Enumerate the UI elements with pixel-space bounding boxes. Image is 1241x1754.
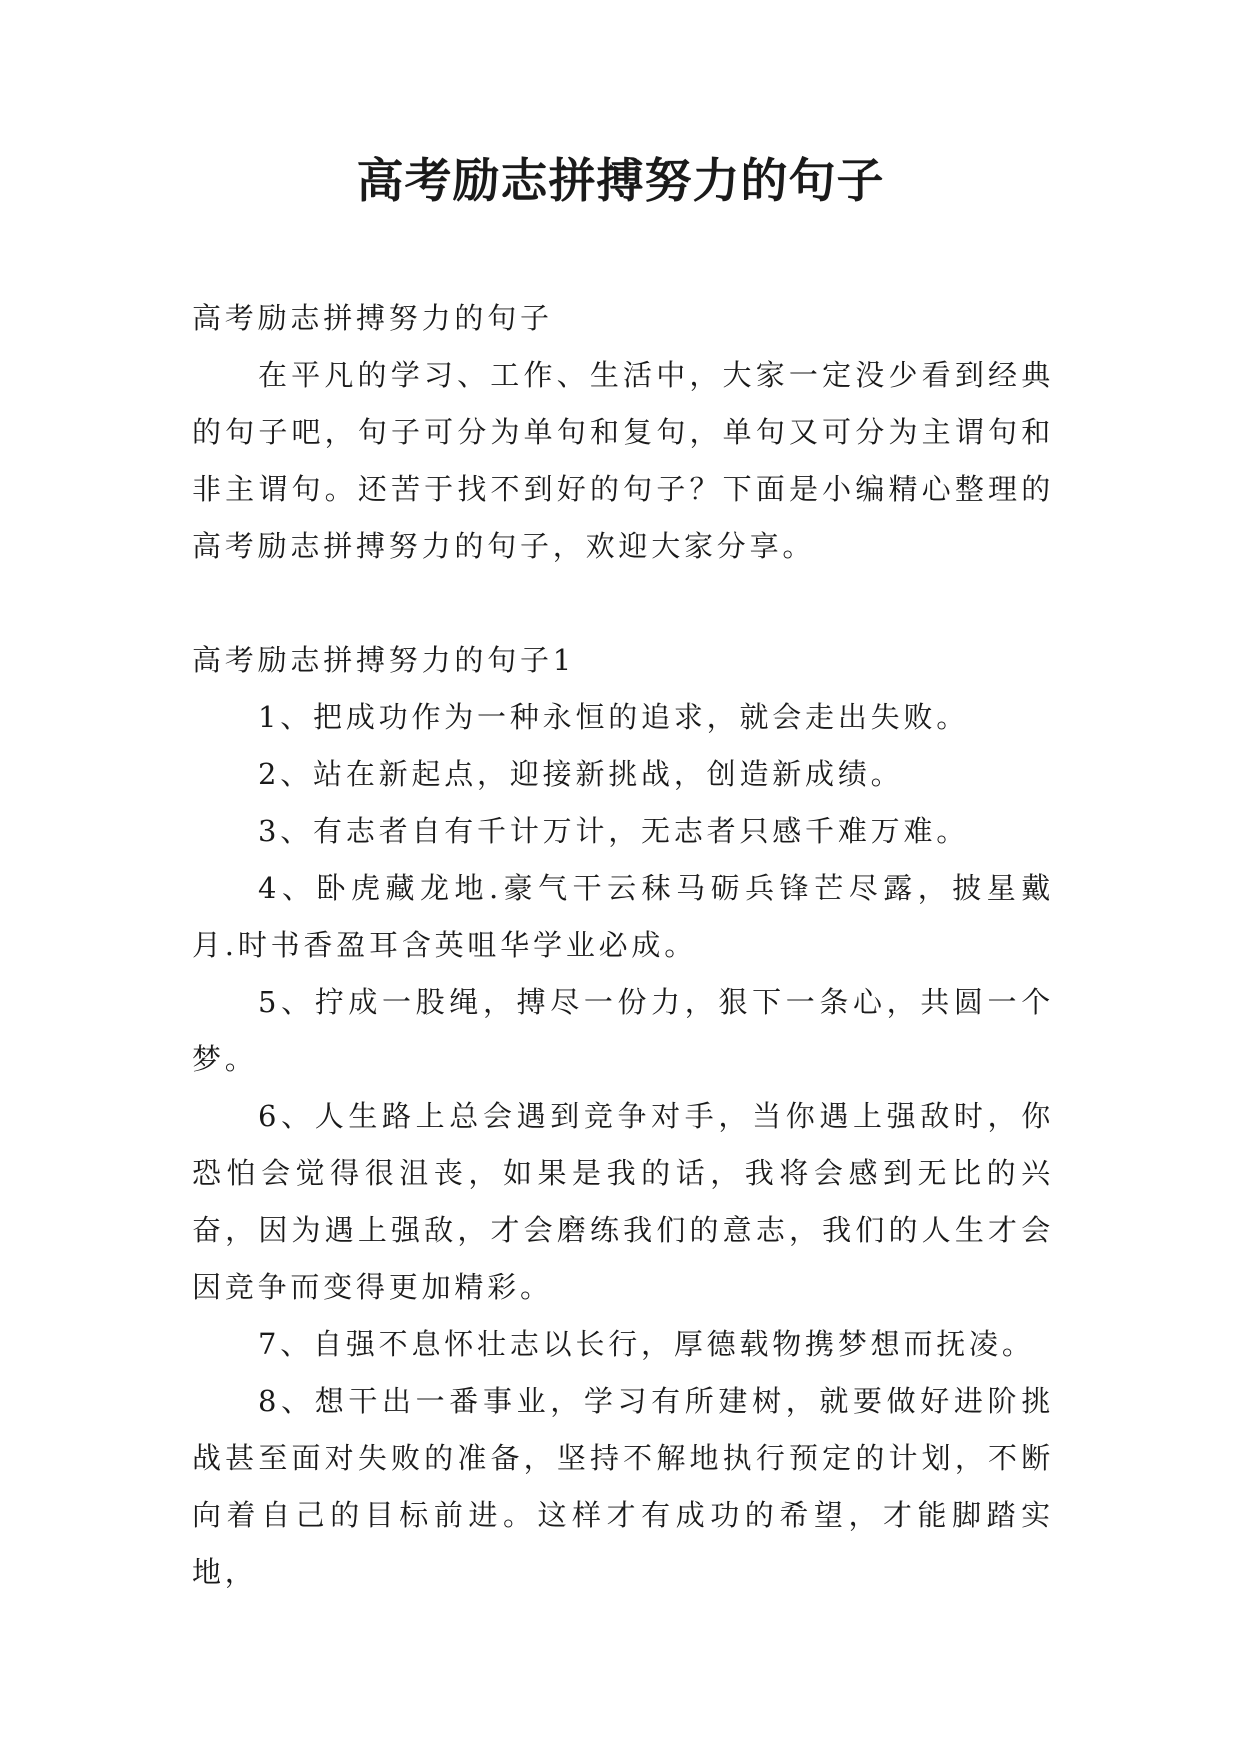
quote-item: 5、拧成一股绳，搏尽一份力，狠下一条心，共圆一个梦。 (192, 985, 1054, 1076)
quote-item: 3、有志者自有千计万计，无志者只感千难万难。 (258, 814, 970, 848)
paragraph-spacer (192, 575, 1054, 632)
intro-heading: 高考励志拼搏努力的句子 (192, 301, 553, 335)
quote-item: 4、卧虎藏龙地.豪气干云秣马砺兵锋芒尽露，披星戴月.时书香盈耳含英咀华学业必成。 (192, 871, 1054, 962)
quote-item: 8、想干出一番事业，学习有所建树，就要做好进阶挑战甚至面对失败的准备，坚持不解地执行预定的计划，不断向着自己的目标前进。这样才有成功的希望，才能脚踏实地， (192, 1384, 1054, 1589)
section-heading: 高考励志拼搏努力的句子1 (192, 643, 576, 677)
document-title: 高考励志拼搏努力的句子 (356, 154, 885, 209)
quote-item: 7、自强不息怀壮志以长行，厚德载物携梦想而抚凌。 (258, 1327, 1035, 1361)
intro-paragraph: 在平凡的学习、工作、生活中，大家一定没少看到经典的句子吧，句子可分为单句和复句，单句又可分为主谓句和非主谓句。还苦于找不到好的句子？下面是小编精心整理的高考励志拼搏努力的句子，欢迎大家分享。 (192, 358, 1054, 563)
document-body (192, 290, 1054, 1601)
quote-item: 2、站在新起点，迎接新挑战，创造新成绩。 (258, 757, 904, 791)
quote-item: 1、把成功作为一种永恒的追求，就会走出失败。 (258, 700, 970, 734)
quote-item: 6、人生路上总会遇到竞争对手，当你遇上强敌时，你恐怕会觉得很沮丧，如果是我的话，我将会感到无比的兴奋，因为遇上强敌，才会磨练我们的意志，我们的人生才会因竞争而变得更加精彩。 (192, 1099, 1054, 1304)
